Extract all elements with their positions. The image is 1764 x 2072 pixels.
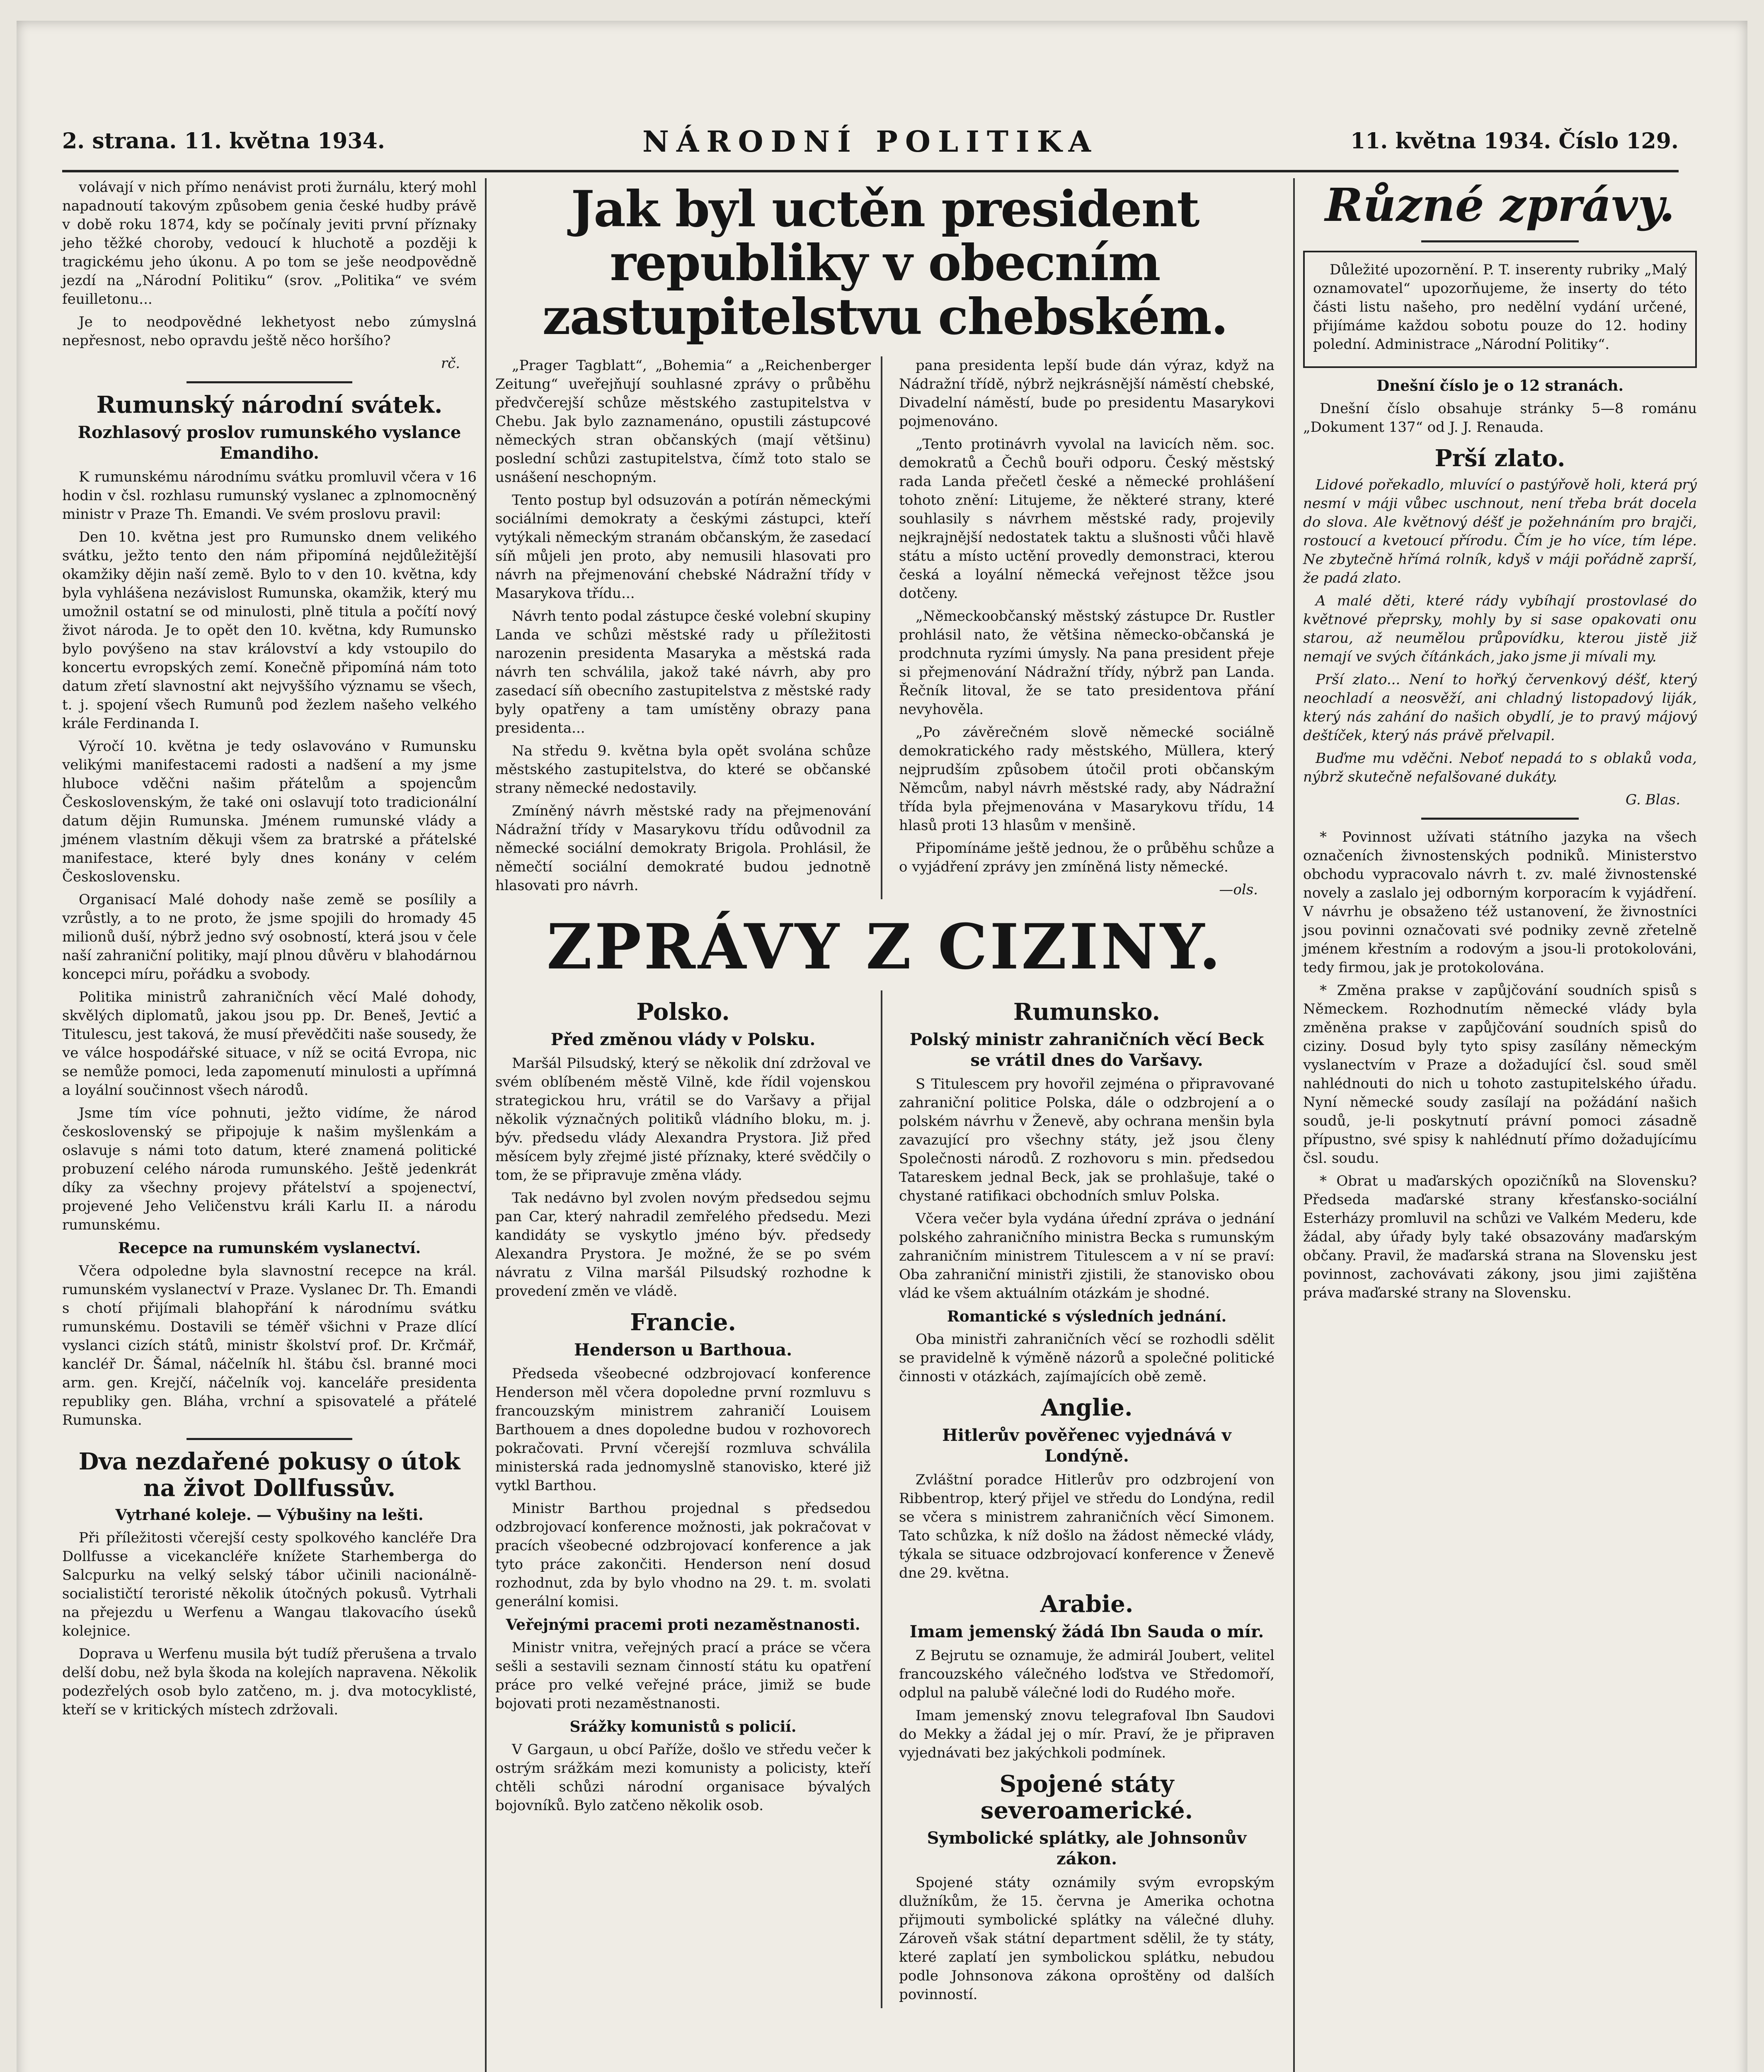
paragraph: Návrh tento podal zástupce české volební skupiny Landa ve schůzi městské rady u příležitosti narozenin presidenta Masaryka a městská rada návrh ten schválila, jakož také návrh, aby pro zasedací síň obecního zastupitelstva z městské rady byly opatřeny a tam umístěny obrazy pana presidenta... (495, 608, 871, 736)
paragraph: Den 10. května jest pro Rumunsko dnem velikého svátku, ježto tento den nám připomíná nejdůležitější okamžiky dějin naší země. Bylo to v den 10. května, kdy byla vyhlášena nezávislost Rumunska, okamžik, který mu umožnil ostatní se od minulosti, plně titula a počítí nový život národa. Je to opět den 10. května, kdy Rumunsko bylo povýšeno na stav království a kdy vstoupilo do koncertu evropských zemí. Konečně připomíná nám toto datum zřetí slavnostní akt nejvyššího významu se všech, t. j. spojení všech Rumunů pod žezlem našeho velkého krále Ferdinanda I. (62, 529, 477, 732)
article-title: Polský ministr zahraničních věcí Beck se vrátil dnes do Varšavy. (909, 1030, 1264, 1070)
column-left (62, 178, 487, 2072)
paragraph: * Změna prakse v zapůjčování soudních spisů s Německem. Rozhodnutím německé vlády byla změněna prakse v zapůjčování soudních spisů do ciziny. Dosud byly tyto spisy zasílány německým vyslanectvím v Praze a dožadující čsl. soud směl nahlédnouti do nich u tohoto zastupitelského úřadu. Nyní německé soudy zasílají na požádání našich soudů, je-li poskytnutí právní pomoci zásadně přípustno, své spisy k nahlédnutí přímo dožadujícímu čsl. soudu. (1303, 982, 1697, 1167)
paragraph: Organisací Malé dohody naše země se posílily a vzrůstly, a to ne proto, že jsme spojili do hromady 45 milionů duší, nýbrž jedno svý osobností, která jsou v čele naší zahraniční politiky, mají plnou důvěru v blahodárnou koncepci míru, pořádku a svobody. (62, 891, 477, 983)
paragraph: Připomínáme ještě jednou, že o průběhu schůze a o vyjádření zprávy jen zmíněná listy německé. (899, 840, 1275, 875)
section-title: Recepce na rumunském vyslanectví. (118, 1239, 421, 1257)
section-title: Dnešní číslo je o 12 stranách. (1376, 377, 1623, 395)
paragraph: Při příležitosti včerejší cesty spolkového kancléře Dra Dollfusse a vicekancléře knížete Starhemberga do Salcpurku na velký selský tábor učinili nacionálně-socialističtí teroristé několik útočných pokusů. Vytrhali na přejezdu u Werfenu a Wangau tlakovacího úseků kolejnice. (62, 1530, 477, 1639)
page-header (62, 120, 1679, 172)
paragraph: Zmíněný návrh městské rady na přejmenování Nádražní třídy v Masarykovu třídu odůvodnil za německé sociální demokraty Brigola. Prohlásil, že němečtí sociální demokraté budou jednotně hlasovati pro návrh. (495, 803, 871, 894)
paragraph: S Titulescem pry hovořil zejména o připravované zahraniční politice Polska, dále o odzbrojení a o polském návrhu v Ženevě, aby ochrana menšin byla zavazující pro všechny státy, jež jsou členy Společnosti národů. Z rozhovoru s min. předsedou Tatareskem jednal Beck, jak se prohlašuje, také o chystané ratifikaci obchodních smluv Polska. (899, 1076, 1275, 1204)
article-title: Rumunský národní svátek. (96, 391, 443, 419)
country-title: Rumunsko. (1013, 998, 1161, 1026)
paragraph: Prší zlato... Není to hořký červenkový déšť, který neochladí a neosvěží, ani chladný listopadový liják, který nás zahání do našich obydlí, je to pravý májový deštíček, který nás právě přelvapil. (1303, 671, 1697, 744)
paragraph: Důležité upozornění. P. T. inserenty rubriky „Malý oznamovatel“ upozorňujeme, že inserty do této části listu našeho, pro nedělní vydání určené, přijímáme každou sobotu pouze do 12. hodiny polední. Administrace „Národní Politiky“. (1313, 261, 1687, 353)
lead-article-title: Jak byl uctěn president republiky v obecním zastupitelstvu chebském. (542, 180, 1228, 346)
paragraph: Ministr Barthou projednal s předsedou odzbrojovací konference možnosti, jak pokračovat v pracích všeobecné odzbrojovací konference a jak tyto práce zakončiti. Henderson není dosud rozhodnut, zda by bylo vhodno na 29. t. m. svolati generální komisi. (495, 1500, 871, 1610)
divider (1421, 240, 1579, 242)
paragraph: Spojené státy oznámily svým evropským dlužníkům, že 15. června je Amerika ochotna přijmouti symbolické splátky na válečné dluhy. Zároveň však státní department sdělil, že ty státy, které zaplatí jen symbolickou splátku, nebudou podle Johnsonova zákona oproštěny od dalších povinností. (899, 1874, 1275, 2003)
paragraph: Doprava u Werfenu musila být tudíž přerušena a trvalo delší dobu, než byla škoda na kolejích napravena. Několik podezřelých osob bylo zatčeno, m. j. dva motocyklisté, kteří se v kritických místech zdržovali. (62, 1646, 477, 1718)
foreign-news-left (495, 990, 882, 2008)
section-heading: Různé zprávy. (1325, 178, 1675, 232)
divider (187, 1438, 352, 1440)
article-title: Dva nezdařené pokusy o útok na život Dollfussův. (78, 1448, 460, 1502)
paragraph: Politika ministrů zahraničních věcí Malé dohody, skvělých diplomatů, jakou jsou pp. Dr. Beneš, Jevtić a Titulescu, jest taková, že musí převědčiti naše sousedy, že ve válce hospodářské situace, v níž se ocitá Evropa, nic se nemůže pomoci, leda zapomenutí minulosti a upřímná a loyální součinnost všech národů. (62, 989, 477, 1099)
paragraph: „Prager Tagblatt“, „Bohemia“ a „Reichenberger Zeitung“ uveřejňují souhlasné zprávy o průběhu předvčerejší schůze městského zastupitelstva v Chebu. Jak bylo zaznamenáno, opustili zástupcové německých stran občanských (mají většinu) poslední schůzi zastupitelstva, čímž toto stalo se usnášení neschopným. (495, 357, 871, 486)
paragraph: Maršál Pilsudský, který se několik dní zdržoval ve svém oblíbeném městě Vilně, kde řídil vojenskou strategickou hru, vrátil se do Varšavy a přijal několik význačných politiků vládního bloku, m. j. býv. předsedu vlády Alexandra Prystora. Již před měsícem byly zřejmé jisté příznaky, které svědčily o tom, že se připravuje změna vlády. (495, 1055, 871, 1184)
foreign-news-body (495, 990, 1275, 2008)
column-right (1293, 178, 1697, 2072)
paragraph: Na středu 9. května byla opět svolána schůze městského zastupitelstva, do které se občanské strany německé nedostavily. (495, 743, 871, 796)
paragraph: Včera večer byla vydána úřední zpráva o jednání polského zahraničního ministra Becka s rumunským zahraničním ministrem Titulescem a v ní se praví: Oba zahraniční ministři zjistili, že stanovisko obou vlád ke všem aktuálním otázkám je shodné. (899, 1210, 1275, 1302)
section-title: Romantické s výsledních jednání. (947, 1308, 1227, 1325)
paragraph: A malé děti, které rády vybíhají prostovlasé do květnové přeprsky, mohly by si sase opakovati onu starou, až neumělou průpovídku, kterou jistě již nemají ve svých čítánkách, jako jsme ji mívali my. (1303, 593, 1697, 665)
paragraph: Výročí 10. května je tedy oslavováno v Rumunsku velikými manifestacemi radosti a nadšení a my jsme hluboce vděčni našim přátelům a spojencům Československým, že také oni oslavují toto tradicionální datum dějin Rumunska. Jménem rumunské vlády a jménem vlastním děkuji všem za bratrské a přátelské manifestace, které byly dnes konány v celém Československu. (62, 738, 477, 885)
header-date-left: 2. strana. 11. května 1934. (62, 128, 385, 154)
feuilleton-title: Prší zlato. (1434, 445, 1565, 472)
header-date-right: 11. května 1934. Číslo 129. (1350, 128, 1679, 154)
article-subtitle: Vytrhané koleje. — Výbušiny na lešti. (115, 1506, 424, 1524)
paragraph: Z Bejrutu se oznamuje, že admirál Joubert, velitel francouzského válečného loďstva ve Středomoří, odplul na palubě válečné lodi do Rudého moře. (899, 1647, 1275, 1701)
paragraph: „Po závěrečném slově německé sociálně demokratického rady městského, Müllera, který nejprudším způsobem útočil proti občanským Němcům, nabyl návrh městské rady, aby Nádražní třída byla přejmenována v Masarykovu třídu, 14 hlasů proti 13 hlasům v menšině. (899, 724, 1275, 834)
notice-box (1303, 251, 1697, 368)
paragraph: „Německoobčanský městský zástupce Dr. Rustler prohlásil nato, že většina německo-občanská je prodchnuta ryzími úmysly. Na pana president přeje si přejmenování Nádražní třídy, nýbrž pan Landa. Řečník litoval, že se tato presidentova přání nevyhověla. (899, 608, 1275, 718)
paragraph: volávají v nich přímo nenávist proti žurnálu, který mohl napadnoutí takovým způsobem genia české hudby právě v době roku 1874, kdy se počínaly jeviti první příznaky jeho těžké choroby, vedoucí k hluchotě a později k tragickému jeho úkonu. A po tom se ješe neodpovědně jezdí na „Národní Politiku“ (srov. „Politika“ ve svém feuilletonu... (62, 179, 477, 307)
paragraph: Je to neodpovědné lekhetyost nebo zúmyslná nepřesnost, nebo opravdu ještě něco horšího? (62, 314, 477, 349)
paragraph: Jsme tím více pohnuti, ježto vidíme, že národ československý se připojuje k našim myšlenkám a oslavuje s námi toto datum, které znamená politické probuzení celého národa rumunského. Ještě jedenkrát díky za všechny projevy přátelství a spojenectví, projevené Jeho Veličenstvu králi Karlu II. a národu rumunskému. (62, 1105, 477, 1233)
article-title: Symbolické splátky, ale Johnsonův zákon. (927, 1828, 1247, 1869)
country-title: Polsko. (636, 998, 730, 1026)
column-center (495, 178, 1275, 2008)
divider (1421, 818, 1579, 820)
signature: rč. (441, 355, 460, 372)
article-title: Henderson u Barthoua. (574, 1340, 792, 1360)
signature: —ols. (1219, 881, 1258, 898)
paragraph: * Obrat u maďarských opozičníků na Slovensku? Předseda maďarské strany křesťansko-sociální Esterházy promluvil na schůzi ve Valkém Mederu, kde žádal, aby úřady byly také obsazovány maďarským občany. Pravil, že maďarská strana na Slovensku jest povinnost, zachovávati zákony, jsou jimi zajištěna práva maďarské strany na Slovensku. (1303, 1173, 1697, 1301)
foreign-news-heading: ZPRÁVY Z CIZINY. (546, 910, 1224, 983)
article-title: Imam jemenský žádá Ibn Sauda o mír. (909, 1622, 1264, 1641)
paragraph: V Gargaun, u obcí Paříže, došlo ve středu večer k ostrým srážkám mezi komunisty a policisty, kteří chtěli schůzi národní organisace bývalých bojovníků. Bylo zatčeno několik osob. (495, 1741, 871, 1814)
section-title: Srážky komunistů s policií. (569, 1718, 797, 1736)
lead-article-body (495, 356, 1275, 899)
paragraph: pana presidenta lepší bude dán výraz, když na Nádražní třídě, nýbrž nejkrásnější náměstí chebské, Divadelní náměstí, bude po presidentu Masarykovi pojmenováno. (899, 357, 1275, 430)
lead-article-right (899, 356, 1275, 899)
masthead: NÁRODNÍ POLITIKA (642, 124, 1098, 159)
paragraph: „Tento protinávrh vyvolal na lavicích něm. soc. demokratů a Čechů bouři odporu. Český městský rada Landa přečetl české a německé prohlášení tohoto znění: Litujeme, že některé strany, které souhlasily s návrhem městské rady, projevily nejkrajnější nedostatek taktu a slušnosti vůči hlavě státu a místo uctění provedly demonstraci, kterou česká a loyální německá veřejnost těžce jsou dotčeny. (899, 436, 1275, 602)
paragraph: Oba ministři zahraničních věcí se rozhodli sdělit se pravidelně k výměně názorů a společné politické činnosti v otázkách, zajímajících obě země. (899, 1331, 1275, 1385)
paragraph: Včera odpoledne byla slavnostní recepce na král. rumunském vyslanectví v Praze. Vyslanec Dr. Th. Emandi s chotí přijímali blahopřání k národnímu svátku rumunskému. Dostavili se téměř všichni v Praze dlící vyslanci cizích států, ministr školství prof. Dr. Krčmář, kancléř Dr. Šámal, náčelník hl. štábu čsl. branné moci arm. gen. Krejčí, náčelník voj. kanceláře presidenta republiky gen. Bláha, vrchní a spisovatelé a přátelé Rumunska. (62, 1263, 477, 1428)
paragraph: Zvláštní poradce Hitlerův pro odzbrojení von Ribbentrop, který přijel ve středu do Londýna, redil se včera s ministrem zahraničních věcí Simonem. Tato schůzka, k níž došlo na žádost německé vlády, týkala se situace odzbrojovací konference v Ženevě dne 29. května. (899, 1472, 1275, 1581)
country-title: Spojené státy severoamerické. (980, 1770, 1193, 1824)
paragraph: Ministr vnitra, veřejných prací a práce se včera sešli a sestavili seznam činností státu ku opatření práce pro velké veřejné práce, jimiž se bude bojovati proti nezaměstnanosti. (495, 1639, 871, 1712)
paragraph: Lidové pořekadlo, mluvící o pastýřově holi, která prý nesmí v máji vůbec uschnout, není třeba brát docela do slova. Ale květnový déšť je požehnáním pro brajči, rostoucí a kvetoucí přírodu. Čím je ho více, tím lépe. Ne zbytečně hřímá rolník, kdyš v máji pořádně zaprší, že padá zlato. (1303, 477, 1697, 586)
divider (187, 381, 352, 383)
paragraph: Tento postup byl odsuzován a potírán německými sociálními demokraty a českými zástupci, kteří vytýkali německým stranám občanským, že zasedací síň můjeli jen proto, aby nemusili hlasovati pro návrh na přejmenování chebské Nádražní třídy v Masarykova třídu... (495, 492, 871, 602)
paragraph: * Povinnost užívati státního jazyka na všech označeních živnostenských podniků. Ministerstvo obchodu vypracovalo návrh t. zv. malé živnostenské novely a zaslalo jej odborným korporacím k vyjádření. V návrhu je obsaženo též ustanovení, že živnostníci jsou povinni označovati své podniky zevně zřetelně jménem křestním a rodovým a jsou-li protokolováni, tedy firmou, jak je protokolována. (1303, 829, 1697, 976)
country-title: Francie. (630, 1309, 736, 1336)
lead-article-left (495, 356, 882, 899)
feuilleton-body (1303, 476, 1697, 809)
paragraph: Imam jemenský znovu telegrafoval Ibn Saudovi do Mekky a žádal jej o mír. Praví, že je připraven vyjednávati bez jakýchkoli podmínek. (899, 1707, 1275, 1761)
paragraph: Buďme mu vděčni. Neboť nepadá to s oblaků voda, nýbrž skutečně nefalšované dukáty. (1303, 750, 1697, 785)
foreign-news-right (899, 990, 1275, 2008)
article-title: Hitlerův pověřenec vyjednává v Londýně. (942, 1426, 1231, 1466)
section-title: Veřejnými pracemi proti nezaměstnanosti. (506, 1616, 860, 1634)
paragraph: Dnešní číslo obsahuje stránky 5—8 románu „Dokument 137“ od J. J. Renauda. (1303, 400, 1697, 436)
paragraph: Předseda všeobecné odzbrojovací konference Henderson měl včera dopoledne první rozmluvu s francouzským ministrem zahraničí Louisem Barthouem a dnes dopoledne budou v rozhovorech pokračovati. První včerejší rozmluva schválila ministerská rada jednomyslně stanovisko, které již vytkl Barthou. (495, 1365, 871, 1494)
country-title: Arabie. (1040, 1590, 1134, 1618)
paragraph: K rumunskému národnímu svátku promluvil včera v 16 hodin v čsl. rozhlasu rumunský vyslanec a zplnomocněný ministr v Praze Th. Emandi. Ve svém proslovu pravil: (62, 469, 477, 523)
article-subtitle: Rozhlasový proslov rumunského vyslance Emandiho. (78, 423, 461, 463)
country-title: Anglie. (1041, 1394, 1133, 1421)
article-title: Před změnou vlády v Polsku. (550, 1030, 816, 1049)
signature: G. Blas. (1626, 792, 1680, 808)
paragraph: Tak nedávno byl zvolen novým předsedou sejmu pan Car, který nahradil zemřelého předsedu. Mezi kandidáty se vyskytlo jméno býv. předsedy Alexandra Prystora. Je možné, že se po svém návratu z Vilna maršál Pilsudský rozhodne k provedení změn ve vládě. (495, 1190, 871, 1300)
